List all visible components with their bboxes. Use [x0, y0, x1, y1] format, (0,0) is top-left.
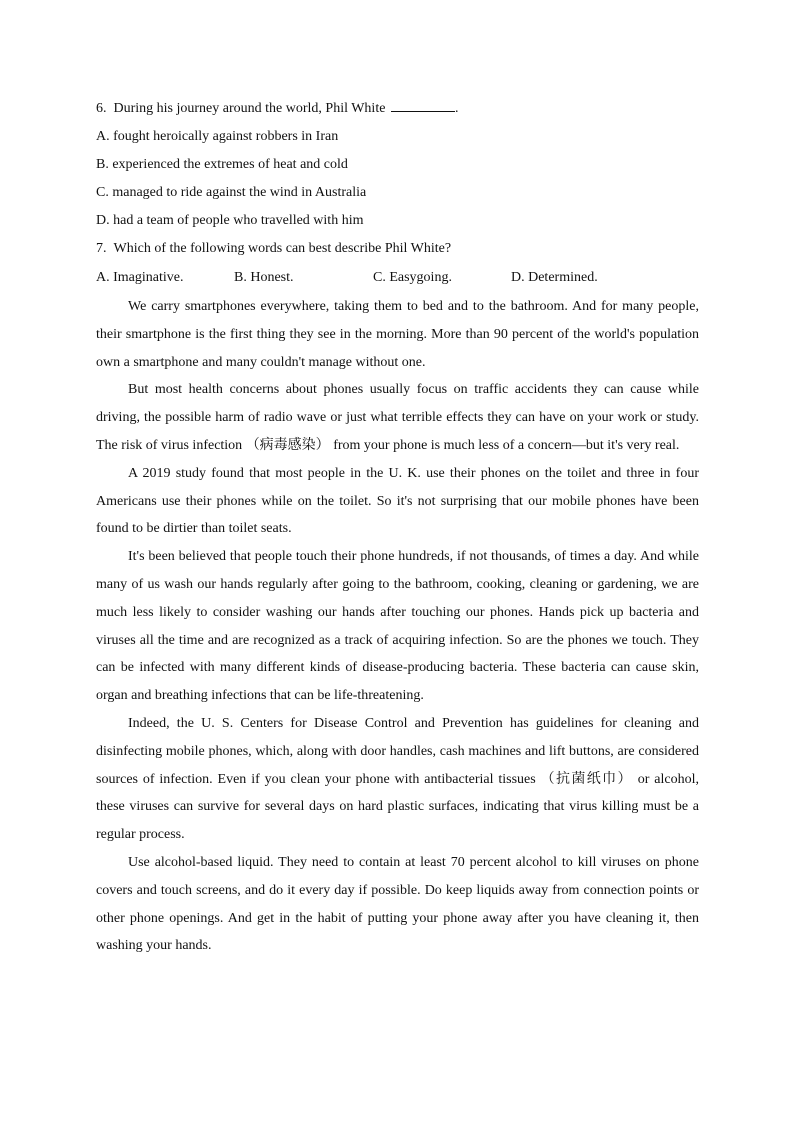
paragraph-2-text-b: from your phone is much less of a concern—but it's very real. [329, 437, 680, 453]
question-7-number: 7. [96, 241, 107, 256]
paragraph-5-gloss: （抗菌纸巾） [540, 770, 633, 787]
question-7-stem [96, 235, 699, 263]
document-content [96, 95, 699, 960]
question-6-option-a: A. fought heroically against robbers in Iran [96, 129, 339, 144]
question-6-end: . [454, 101, 459, 116]
question-6-option-b: B. experienced the extremes of heat and cold [96, 157, 348, 172]
question-7-option-b: B. Honest. [234, 270, 294, 285]
question-6-option-d: D. had a team of people who travelled with him [96, 213, 364, 228]
passage-paragraph-3: A 2019 study found that most people in the U. K. use their phones on the toilet and three in four Americans use their phones while on the toilet. So it's not surprising that our mobile phones have been found to be dirtier than toilet seats. [96, 465, 699, 537]
answer-blank [391, 97, 455, 112]
passage-paragraph-6: Use alcohol-based liquid. They need to contain at least 70 percent alcohol to kill viruses on phone covers and touch screens, and do it every day if possible. Do keep liquids away from connection points or other phone openings. And get in the habit of putting your phone away after you have cleaning it, then washing your hands. [96, 854, 699, 954]
question-6-stem [96, 95, 699, 123]
question-7-text: Which of the following words can best describe Phil White? [113, 241, 452, 256]
passage-paragraph-1: We carry smartphones everywhere, taking them to bed and to the bathroom. And for many people, their smartphone is the first thing they see in the morning. More than 90 percent of the world's population own a smartphone and many couldn't manage without one. [96, 299, 699, 370]
question-7-option-d: D. Determined. [511, 270, 598, 285]
question-6-option-c: C. managed to ride against the wind in Australia [96, 185, 367, 200]
passage-paragraph-5 [96, 710, 699, 849]
paragraph-5-text-b: or alcohol, these viruses can survive for several days on hard plastic surfaces, indicating that virus killing must be a regular process. [96, 771, 700, 843]
question-7-options [96, 263, 699, 293]
paragraph-5-text-a: Indeed, the U. S. Centers for Disease Control and Prevention has guidelines for cleaning and disinfecting mobile phones, which, along with door handles, cash machines and lift buttons, are considered sources of infection. Even if you clean your phone with antibacterial tissues [96, 715, 699, 787]
question-7-option-c: C. Easygoing. [373, 270, 452, 285]
paragraph-2-text-a: But most health concerns about phones usually focus on traffic accidents they can cause while driving, the possible harm of radio wave or just what terrible effects they can have on your work or study. The risk of virus infection [96, 382, 699, 453]
passage-paragraph-2 [96, 376, 699, 459]
question-6-number: 6. [96, 101, 107, 116]
question-6-text: During his journey around the world, Phil White [113, 101, 386, 116]
passage-paragraph-4: It's been believed that people touch their phone hundreds, if not thousands, of times a day. And while many of us wash our hands regularly after going to the bathroom, cooking, cleaning or gardening, we are much less likely to consider washing our hands after touching our phones. Hands pick up bacteria and viruses all the time and are recognized as a track of acquiring infection. So are the phones we touch. They can be infected with many different kinds of disease-producing bacteria. These bacteria can cause skin, organ and breathing infections that can be life-threatening. [96, 549, 699, 704]
question-7-option-a: A. Imaginative. [96, 270, 184, 285]
paragraph-2-gloss: （病毒感染） [245, 436, 330, 453]
